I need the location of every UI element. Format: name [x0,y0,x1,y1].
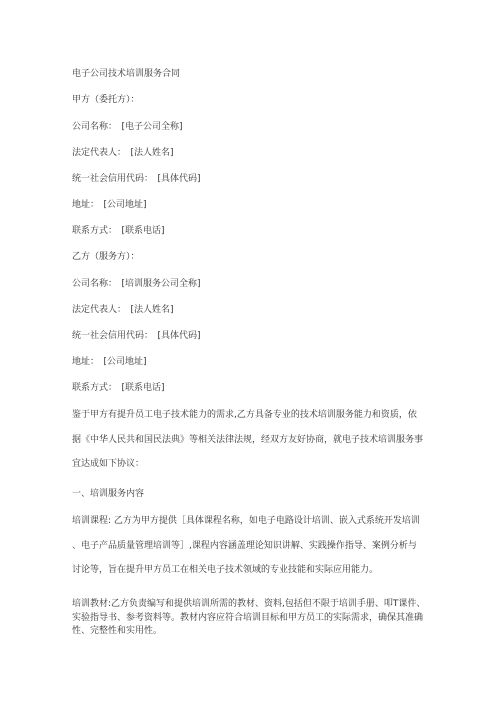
party-b-credit-code: 统一社会信用代码： [具体代码] [72,331,201,341]
preamble-paragraph [72,403,432,477]
preamble-line: 鉴于甲方有提升员工电子技术能力的需求,乙方具备专业的技术培训服务能力和资质，依 [72,410,417,420]
party-b-heading: 乙方（服务方）： [72,252,140,262]
party-b-address: 地址： [公司地址] [72,357,147,367]
course-line: 讨论等，旨在提升甲方员工在相关电子技术领域的专业技能和实际应用能力。 [72,565,379,575]
training-materials-paragraph [72,598,432,639]
party-a-heading: 甲方（委托方）： [72,95,140,105]
party-a-contact: 联系方式： [联系电话] [72,226,165,236]
materials-line: 性、完整性和实用性。 [72,626,163,636]
document-title: 电子公司技术培训服务合同 [72,69,181,79]
party-b-representative: 法定代表人： [法人姓名] [72,305,174,315]
materials-line: 培训教材:乙方负责编写和提供培训所需的教材、资料,包括但不限于培训手册、叩T课件、 [72,599,426,609]
training-course-paragraph [72,509,432,583]
course-line: 、电子产品质量管理培训等］,课程内容涵盖理论知识讲解、实践操作指导、案例分析与 [72,540,417,551]
party-a-company: 公司名称： [电子公司全称] [72,122,183,132]
section-heading-training-content: 一、培训服务内容 [72,489,145,499]
course-line: 培训课程: 乙方为甲方提供［具体课程名称，如电子电路设计培训、嵌入式系统开发培训 [72,516,420,526]
party-a-representative: 法定代表人： [法人姓名] [72,148,174,158]
party-b-company: 公司名称： [培训服务公司全称] [72,279,201,289]
party-b-contact: 联系方式： [联系电话] [72,383,165,393]
party-a-address: 地址： [公司地址] [72,200,147,210]
party-a-credit-code: 统一社会信用代码： [具体代码] [72,174,201,184]
preamble-line: 宜达成如下协议： [72,459,145,469]
preamble-line: 据《中华人民共和国民法典》等相关法律法规，经双方友好协商，就电子技术培训服务事 [72,434,424,445]
materials-line: 实验指导书、参考资料等。教材内容应符合培训目标和甲方员工的实际需求，确保其准确 [72,612,424,623]
